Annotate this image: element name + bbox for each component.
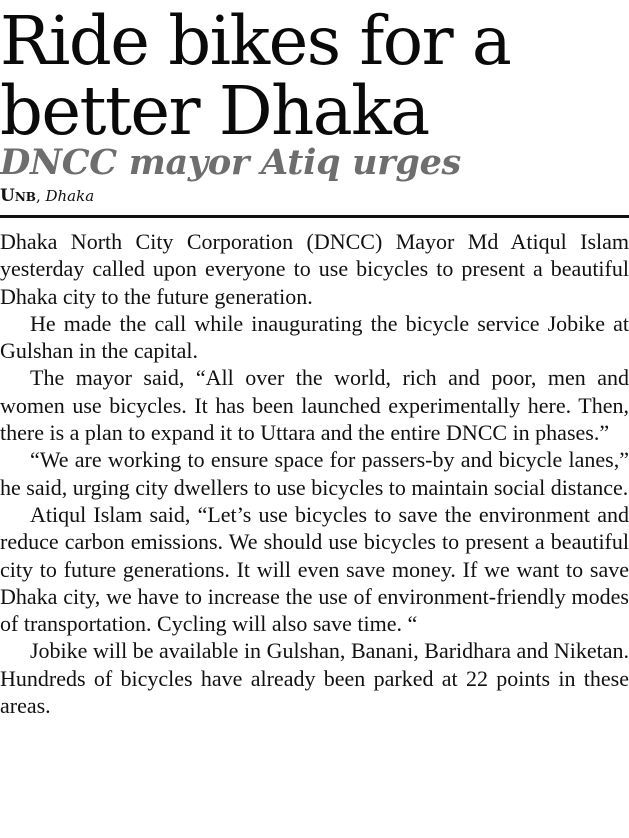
article-paragraph: Jobike will be available in Gulshan, Banani, Baridhara and Niketan. Hundreds of bicycles have already been parked at 22 points in these areas. [0, 638, 629, 719]
article-body [0, 228, 629, 719]
header-divider [0, 215, 629, 218]
article-subhead: DNCC mayor Atiq urges [0, 142, 461, 183]
byline-separator: , [35, 187, 46, 205]
article-paragraph: The mayor said, “All over the world, rich and poor, men and women use bicycles. It has been launched experimentally here. Then, there is a plan to expand it to Uttara and the entire DNCC in phases.” [0, 365, 629, 446]
byline-source: Unb [0, 186, 36, 206]
article-paragraph: Dhaka North City Corporation (DNCC) Mayor Md Atiqul Islam yesterday called upon everyone to use bicycles to present a beautiful Dhaka city to the future generation. [0, 229, 629, 309]
article-paragraph: “We are working to ensure space for passers-by and bicycle lanes,” he said, urging city dwellers to use bicycles to maintain social distance. [0, 447, 629, 500]
article-headline: Ride bikes for a better Dhaka [0, 2, 511, 150]
article-paragraph: Atiqul Islam said, “Let’s use bicycles to save the environment and reduce carbon emissions. We should use bicycles to present a beautiful city to future generations. It will even save money. If we want to save Dhaka city, we have to increase the use of environment-friendly modes of transportation. Cycling will also save time. “ [0, 501, 629, 637]
byline-place: Dhaka [45, 187, 95, 205]
article-paragraph: He made the call while inaugurating the bicycle service Jobike at Gulshan in the capital. [0, 310, 629, 364]
byline [0, 185, 629, 207]
